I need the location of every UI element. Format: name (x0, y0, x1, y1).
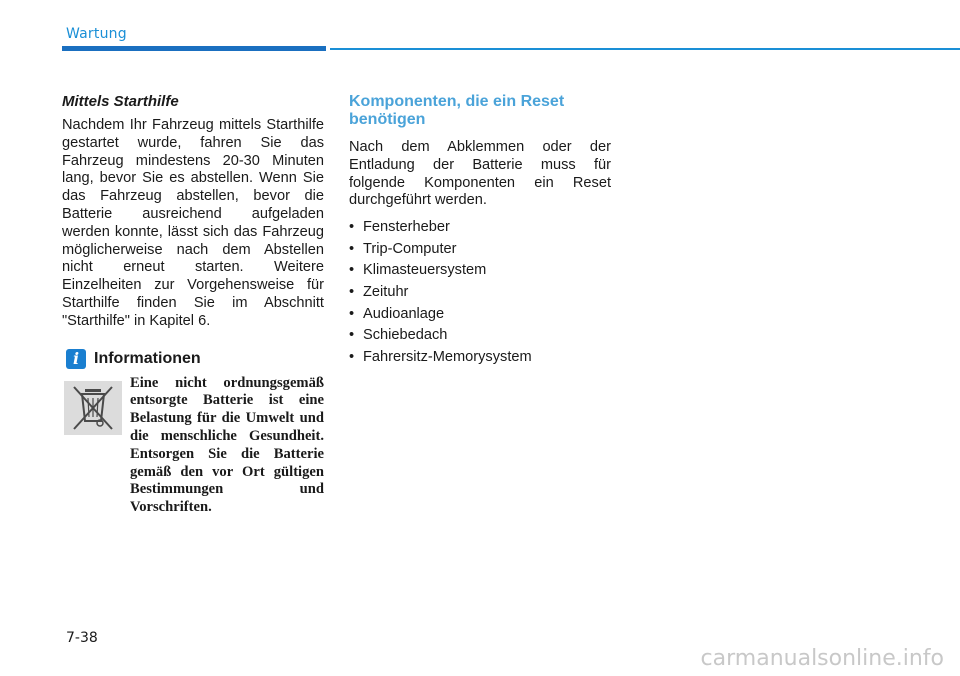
bullet-icon: • (349, 348, 355, 365)
info-title: Informationen (94, 349, 201, 367)
bullet-icon: • (349, 327, 355, 344)
list-item: • Klimasteuersystem (349, 260, 611, 282)
page-number: 7-38 (66, 630, 98, 646)
list-item: • Fahrersitz-Memorysystem (349, 347, 611, 369)
bullet-icon: • (349, 305, 355, 322)
bullet-icon: • (349, 240, 355, 257)
section-label: Wartung (66, 26, 127, 42)
bullet-icon: • (349, 262, 355, 279)
info-box (62, 375, 324, 515)
list-item: • Fensterheber (349, 217, 611, 239)
bullet-icon: • (349, 219, 355, 236)
header-bar-thick (62, 46, 326, 51)
components-paragraph: Nach dem Abklemmen oder der Entladung der Batterie muss für folgende Komponenten ein Reset durchgeführt werden. (349, 139, 611, 209)
list-item: • Zeituhr (349, 282, 611, 304)
bullet-icon: • (349, 283, 355, 300)
component-list (349, 217, 611, 368)
watermark: carmanualsonline.info (700, 646, 944, 671)
body-paragraph: Nachdem Ihr Fahrzeug mittels Starthilfe gestartet wurde, fahren Sie das Fahrzeug mindestens 20-30 Minuten lang, bevor Sie es abstellen. Wenn Sie das Fahrzeug abstellen, bevor die Batterie ausreichend aufgeladen werden konnte, lässt sich das Fahrzeug möglicherweise nach dem Abstellen nicht erneut starten. Weitere Einzelheiten zur Vorgehensweise für Starthilfe finden Sie im Abschnitt "Starthilfe" in Kapitel 6. (62, 117, 324, 329)
info-text: Eine nicht ordnungsgemäß entsorgte Batterie ist eine Belastung für die Umwelt und die menschliche Gesundheit. Entsorgen Sie die Batterie gemäß den vor Ort gültigen Bestimmungen und Vorschriften. (130, 374, 324, 516)
components-heading: Komponenten, die ein Reset benötigen (349, 93, 565, 128)
list-item: • Audioanlage (349, 304, 611, 326)
right-column (349, 93, 611, 368)
crossed-out-bin-icon (64, 381, 122, 435)
info-header (62, 349, 324, 369)
list-item: • Schiebedach (349, 325, 611, 347)
header-bar-thin (330, 48, 960, 50)
left-column (62, 93, 324, 515)
info-icon: i (66, 349, 86, 369)
section-heading: Mittels Starthilfe (62, 93, 179, 110)
list-item: • Trip-Computer (349, 239, 611, 261)
